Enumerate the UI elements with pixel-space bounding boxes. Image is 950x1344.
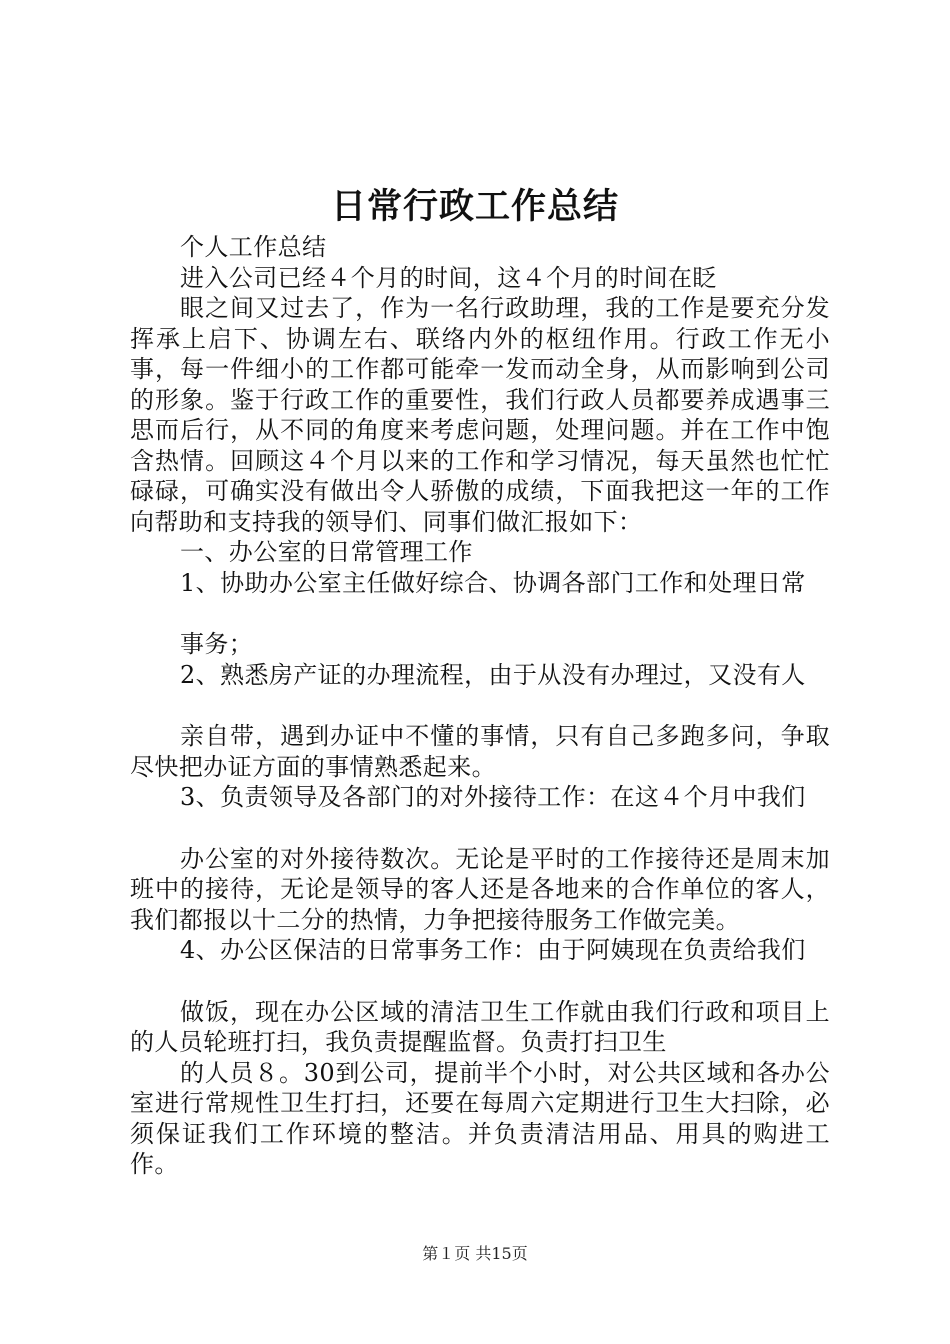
blank-line: [130, 813, 830, 844]
list-item: 4、办公区保洁的日常事务工作：由于阿姨现在负责给我们: [180, 936, 806, 964]
paragraph: 办公室的对外接待数次。无论是平时的工作接待还是周末加班中的接待，无论是领导的客人还是各地来的合作单位的客人，我们都报以十二分的热情，力争把接待服务工作做完美。: [130, 844, 830, 934]
paragraph-subtitle: 个人工作总结: [180, 233, 327, 261]
paragraph: 进入公司已经４个月的时间，这４个月的时间在眨: [180, 263, 717, 292]
list-item: 1、协助办公室主任做好综合、协调各部门工作和处理日常: [180, 568, 806, 597]
paragraph: 眼之间又过去了，作为一名行政助理，我的工作是要充分发挥承上启下、协调左右、联络内外的枢纽作用。行政工作无小事，每一件细小的工作都可能牵一发而动全身，从而影响到公司的形象。鉴于行政工作的重要性，我们行政人员都要养成遇事三思而后行，从不同的角度来考虑问题，处理问题。并在工作中饱含热情。回顾这４个月以来的工作和学习情况，每天虽然也忙忙碌碌，可确实没有做出令人骄傲的成绩，下面我把这一年的工作向帮助和支持我的领导们、同事们做汇报如下：: [130, 294, 830, 536]
blank-line: [130, 598, 830, 629]
paragraph: 的人员８。30到公司，提前半个小时，对公共区域和各办公室进行常规性卫生打扫，还要在每周六定期进行卫生大扫除，必须保证我们工作环境的整洁。并负责清洁用品、用具的购进工作。: [130, 1058, 830, 1178]
list-item: 2、熟悉房产证的办理流程，由于从没有办理过，又没有人: [180, 660, 806, 689]
list-item: 3、负责领导及各部门的对外接待工作：在这４个月中我们: [180, 783, 806, 811]
document-title: 日常行政工作总结: [330, 186, 619, 227]
paragraph: 亲自带，遇到办证中不懂的事情，只有自己多跑多问，争取尽快把办证方面的事情熟悉起来。: [130, 722, 830, 781]
blank-line: [130, 690, 830, 721]
section-heading: 一、办公室的日常管理工作: [180, 538, 473, 566]
document-body: [130, 232, 830, 1180]
page-number-footer: 第１页 共15页: [422, 1244, 528, 1263]
paragraph: 做饭，现在办公区域的清洁卫生工作就由我们行政和项目上的人员轮班打扫，我负责提醒监督。负责打扫卫生: [130, 997, 830, 1056]
paragraph: 事务；: [180, 630, 254, 658]
blank-line: [130, 966, 830, 997]
